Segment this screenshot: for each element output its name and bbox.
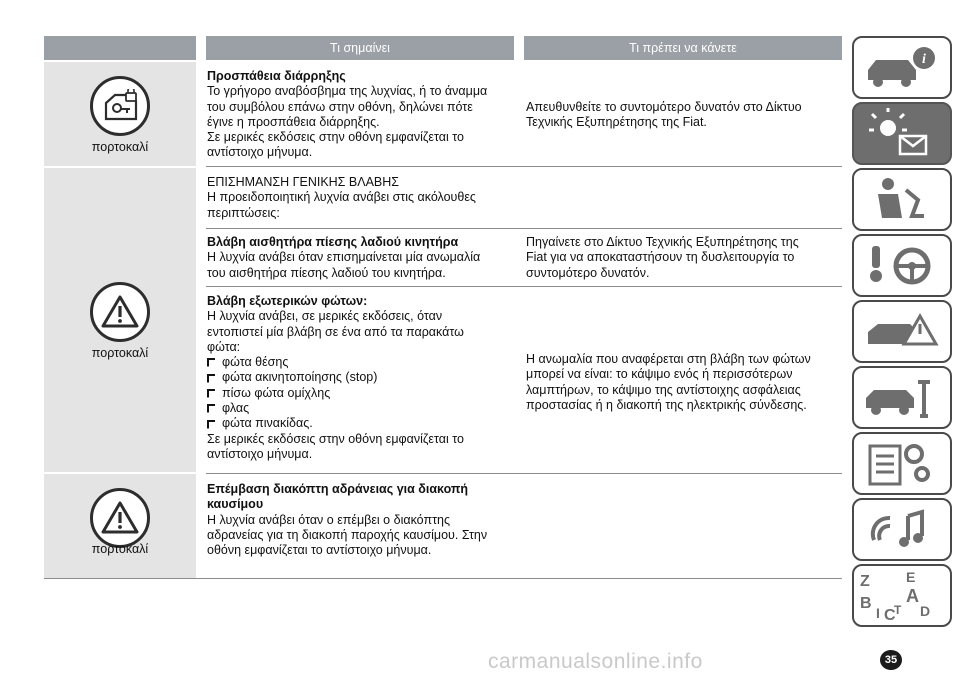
meaning-exterior-lights: Βλάβη εξωτερικών φώτων: Η λυχνία ανάβει, σε μερικές εκδόσεις, όταν εντοπιστεί μία βλάβη σε ένα από τα παρακάτω φώτα: φώτα θέσης φώτα ακινητοποίησης (stop) πίσω φώτα ομίχλης φλας φώτα πινακίδας. Σε μερικές εκδόσεις στην οθόνη εμφανίζεται το αντίστοιχο μήνυμα. — [207, 294, 517, 462]
row-divider — [206, 166, 842, 167]
row-divider — [206, 228, 842, 229]
index-letter: C — [884, 607, 896, 624]
warning-triangle-icon — [90, 282, 150, 342]
svg-text:i: i — [922, 52, 926, 67]
tab-technical-data[interactable] — [852, 432, 952, 495]
index-letter: B — [860, 595, 872, 612]
row-divider — [206, 286, 842, 287]
technical-data-gears-icon — [854, 434, 950, 493]
meaning-fuel-cutoff: Επέμβαση διακόπτη αδράνειας για διακοπή καυσίμου Η λυχνία ανάβει όταν ο επέμβει ο διακόπτης αδρανείας για τη διακοπή παροχής καυσίμου. Στην οθόνη εμφανίζεται το αντίστοιχο μήνυμα. — [207, 482, 488, 558]
bullet-icon — [207, 420, 216, 429]
icon-color-label: πορτοκαλί — [91, 140, 149, 154]
list-item: φώτα θέσης — [207, 355, 517, 370]
breakdown-icon — [854, 302, 950, 361]
tab-index[interactable] — [852, 564, 952, 627]
alphabetical-index-icon — [854, 566, 950, 625]
index-letter: I — [876, 605, 880, 621]
tab-safety[interactable] — [852, 168, 952, 231]
index-letter: D — [920, 603, 931, 619]
key-steering-wheel-icon — [854, 236, 950, 295]
meaning-oil-sensor: Βλάβη αισθητήρα πίεσης λαδιού κινητήρα Η λυχνία ανάβει όταν επισημαίνεται μία ανωμαλία του αισθητήρα πίεσης λαδιού του κινητήρα. — [207, 235, 481, 280]
icon-color-label: πορτοκαλί — [91, 542, 149, 556]
index-letter: Z — [860, 573, 870, 590]
index-letter: E — [906, 569, 916, 585]
index-letter: T — [894, 603, 902, 617]
warning-light-message-icon — [854, 104, 950, 163]
page-number: 35 — [880, 650, 902, 670]
list-item: φώτα ακινητοποίησης (stop) — [207, 370, 517, 385]
bullet-icon — [207, 389, 216, 398]
tab-car-info[interactable] — [852, 36, 952, 99]
icon-cell-immobilizer — [44, 62, 196, 166]
bullet-icon — [207, 404, 216, 413]
icon-cell-fuel-cutoff — [44, 474, 196, 578]
icon-color-label: πορτοκαλί — [91, 346, 149, 360]
header-meaning: Τι σημαίνει — [206, 36, 514, 60]
bullet-icon — [207, 374, 216, 383]
warning-triangle-icon — [90, 488, 150, 548]
list-item: πίσω φώτα ομίχλης — [207, 386, 517, 401]
tab-maintenance[interactable] — [852, 366, 952, 429]
tab-starting-driving[interactable] — [852, 234, 952, 297]
safety-seat-icon — [854, 170, 950, 229]
watermark: carmanualsonline.info — [488, 650, 703, 673]
header-blank — [44, 36, 196, 60]
action-oil-sensor: Πηγαίνετε στο Δίκτυο Τεχνικής Εξυπηρέτησης της Fiat για να αποκαταστήσουν τη δυσλειτουργία το συντομότερο δυνατόν. — [526, 235, 799, 280]
bullet-icon — [207, 358, 216, 367]
row-divider — [206, 473, 842, 474]
action-exterior-lights: Η ανωμαλία που αναφέρεται στη βλάβη των φώτων μπορεί να είναι: το κάψιμο ενός ή περισσότερων λαμπτήρων, το κάψιμο της αντίστοιχης ασφάλειας προστασίας ή η διακοπή της ηλεκτρικής σύνδεσης. — [526, 352, 811, 412]
meaning-break-in: Προσπάθεια διάρρηξης Το γρήγορο αναβόσβημα της λυχνίας, ή το άναμμα του συμβόλου επάνω στην οθόνη, δηλώνει πότε έγινε η προσπάθεια διάρρηξης. Σε μερικές εκδόσεις στην οθόνη εμφανίζεται το αντίστοιχο μήνυμα. — [207, 69, 488, 160]
tab-multimedia[interactable] — [852, 498, 952, 561]
car-info-icon — [854, 38, 950, 97]
multimedia-icon — [854, 500, 950, 559]
key-immobilizer-icon — [90, 76, 150, 136]
general-fault-intro: ΕΠΙΣΗΜΑΝΣΗ ΓΕΝΙΚΗΣ ΒΛΑΒΗΣ Η προειδοποιητική λυχνία ανάβει στις ακόλουθες περιπτώσεις: — [207, 175, 476, 220]
table-bottom-rule — [44, 578, 842, 579]
header-action: Τι πρέπει να κάνετε — [524, 36, 842, 60]
list-item: φώτα πινακίδας. — [207, 416, 517, 431]
index-letter: A — [906, 586, 919, 606]
list-item: φλας — [207, 401, 517, 416]
tab-emergency[interactable] — [852, 300, 952, 363]
icon-cell-general-fault — [44, 168, 196, 472]
car-service-icon — [854, 368, 950, 427]
tab-warning-lights[interactable] — [852, 102, 952, 165]
action-break-in: Απευθυνθείτε το συντομότερο δυνατόν στο Δίκτυο Τεχνικής Εξυπηρέτησης της Fiat. — [526, 100, 802, 130]
